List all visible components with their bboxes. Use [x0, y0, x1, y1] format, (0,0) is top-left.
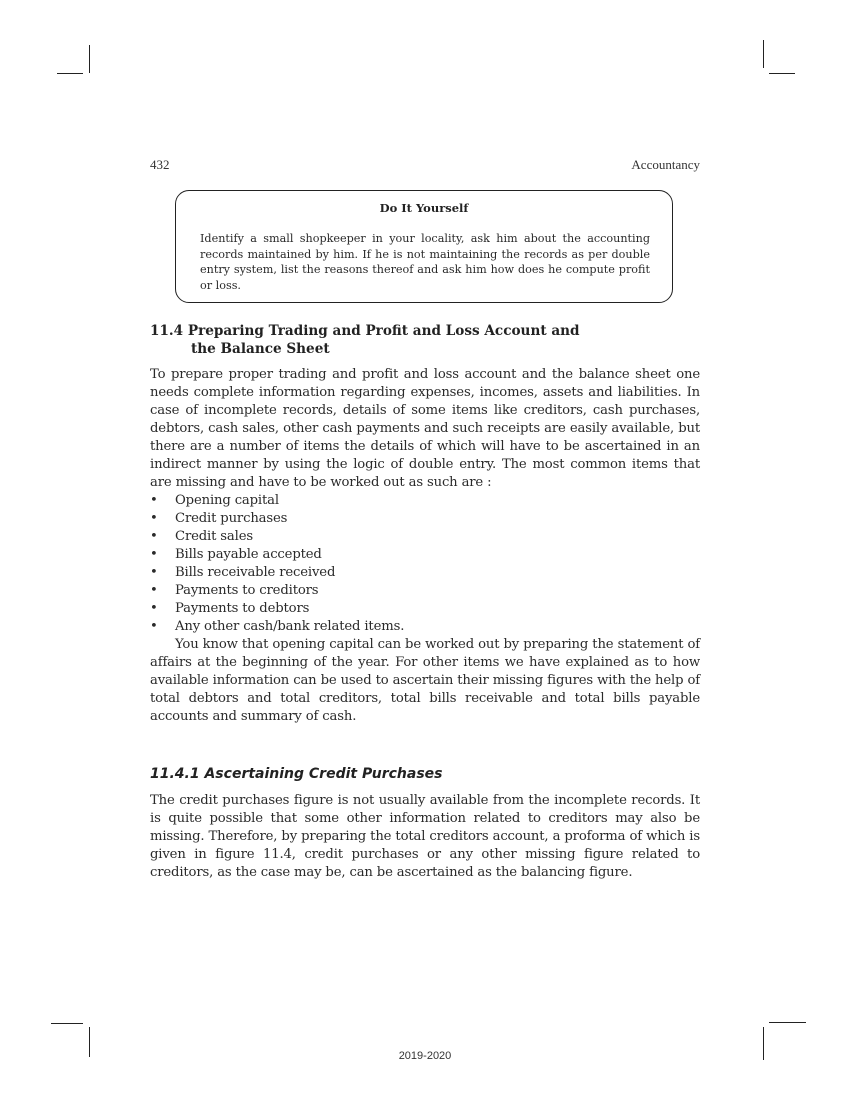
crop-mark-bottom-right-h	[769, 1022, 806, 1023]
list-item: • Credit sales	[150, 529, 253, 544]
bullet-icon: •	[150, 493, 158, 508]
subsection-body	[150, 792, 700, 882]
list-item: • Any other cash/bank related items.	[150, 619, 405, 634]
list-item: • Bills payable accepted	[150, 547, 322, 562]
bullet-icon: •	[150, 583, 158, 598]
crop-mark-top-right-v	[763, 40, 764, 68]
bullet-icon: •	[150, 511, 158, 526]
list-item: • Bills receivable received	[150, 565, 336, 580]
paragraph-credit-purchases: The credit purchases figure is not usually available from the incomplete records. It is quite possible that some other information related to creditors may also be missing. Therefore, by preparing the total creditors account, a proforma of which is given in figure 11.4, credit purchases or any other missing figure related to creditors, as the case may be, can be ascertained as the balancing figure.	[150, 793, 700, 880]
page-footer: 2019-2020	[398, 1050, 452, 1062]
paragraph-intro: To prepare proper trading and profit and loss account and the balance sheet one needs complete information regarding expenses, incomes, assets and liabilities. In case of incomplete records, details of some items like creditors, cash purchases, debtors, cash sales, other cash payments and such receipts are easily available, but there are a number of items the details of which will have to be ascertained in an indirect manner by using the logic of double entry. The most common items that are missing and have to be worked out as such are :	[150, 367, 700, 490]
crop-mark-top-right-h	[769, 73, 795, 74]
do-it-yourself-title: Do It Yourself	[379, 201, 469, 215]
list-item: • Payments to creditors	[150, 583, 319, 598]
section-heading	[150, 322, 700, 358]
paragraph-opening-capital: You know that opening capital can be worked out by preparing the statement of affairs at the beginning of the year. For other items we have explained as to how available information can be used to ascertain their missing figures with the help of total debtors and total creditors, total bills receivable and total bills payable accounts and summary of cash.	[150, 637, 700, 724]
book-title: Accountancy	[631, 157, 700, 172]
section-heading-line2: the Balance Sheet	[191, 341, 330, 357]
bullet-icon: •	[150, 619, 158, 634]
crop-mark-top-left-v	[89, 45, 90, 73]
missing-items-list	[150, 492, 700, 636]
section-body	[150, 366, 700, 726]
crop-mark-top-left-h	[57, 73, 83, 74]
section-heading-line1: 11.4 Preparing Trading and Profit and Loss Account and	[150, 323, 580, 339]
list-item: • Credit purchases	[150, 511, 288, 526]
bullet-icon: •	[150, 565, 158, 580]
bullet-icon: •	[150, 529, 158, 544]
bullet-icon: •	[150, 547, 158, 562]
list-item: • Payments to debtors	[150, 601, 310, 616]
bullet-icon: •	[150, 601, 158, 616]
subsection-heading: 11.4.1 Ascertaining Credit Purchases	[150, 766, 443, 782]
do-it-yourself-text: Identify a small shopkeeper in your locality, ask him about the accounting records maintained by him. If he is not maintaining the records as per double entry system, list the reasons thereof and ask him how does he compute profit or loss.	[200, 232, 650, 292]
list-item: • Opening capital	[150, 493, 279, 508]
page-number: 432	[150, 157, 170, 172]
crop-mark-bottom-left-h	[51, 1023, 83, 1024]
do-it-yourself-box	[175, 190, 673, 303]
